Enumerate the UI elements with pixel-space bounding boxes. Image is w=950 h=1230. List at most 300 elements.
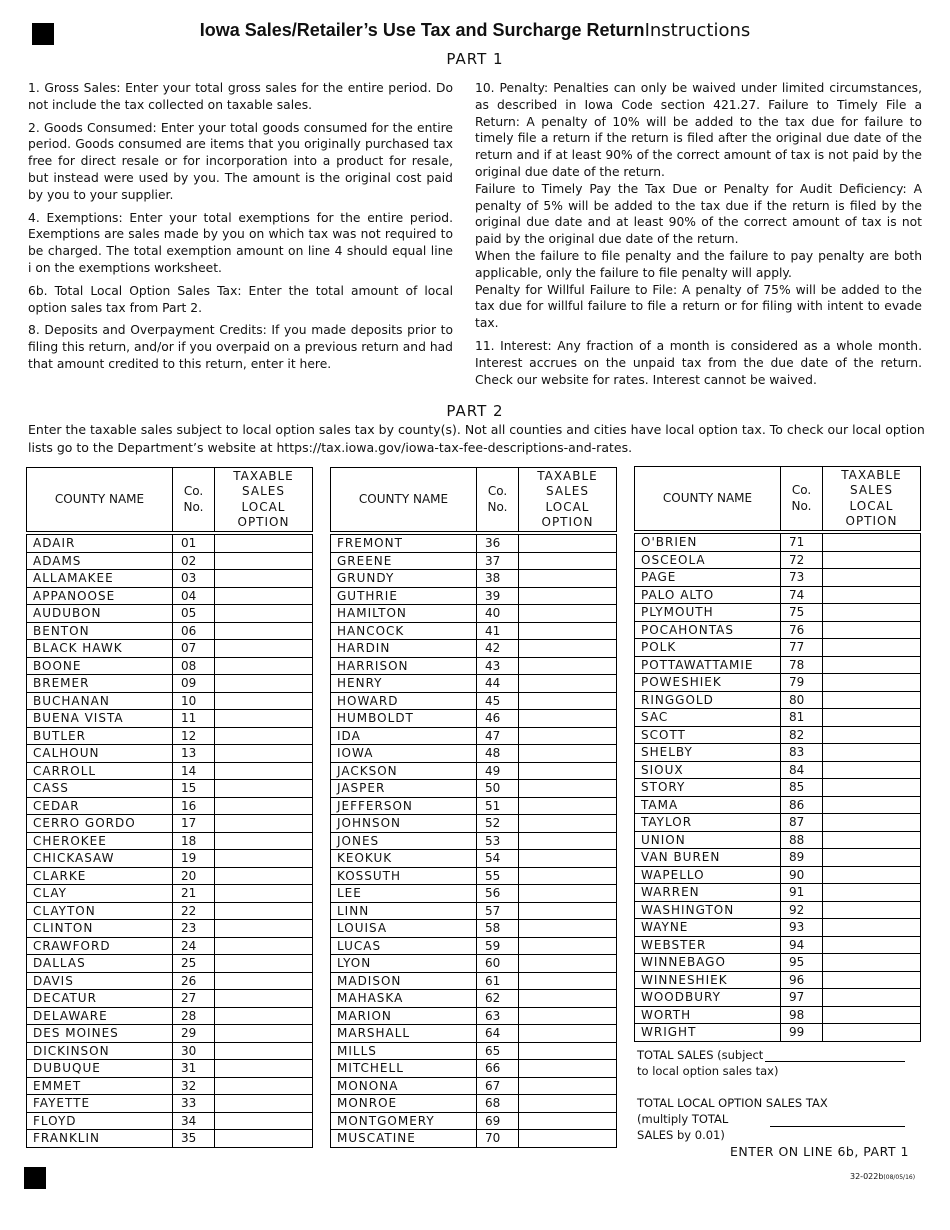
table-row bbox=[331, 990, 617, 1008]
county-number: 19 bbox=[173, 850, 215, 868]
county-number: 32 bbox=[173, 1077, 215, 1095]
registration-mark-bottom bbox=[24, 1167, 46, 1189]
table-row bbox=[27, 780, 313, 798]
county-name: SCOTT bbox=[635, 726, 781, 744]
county-number-header: Co. No. bbox=[477, 468, 519, 532]
taxable-sales-input[interactable] bbox=[823, 604, 921, 622]
table-row bbox=[27, 745, 313, 763]
county-number: 81 bbox=[781, 709, 823, 727]
taxable-sales-input[interactable] bbox=[823, 639, 921, 657]
county-number: 87 bbox=[781, 814, 823, 832]
county-number: 77 bbox=[781, 639, 823, 657]
county-name: APPANOOSE bbox=[27, 587, 173, 605]
county-name: FRANKLIN bbox=[27, 1130, 173, 1148]
table-row bbox=[27, 1007, 313, 1025]
county-name: PALO ALTO bbox=[635, 586, 781, 604]
county-name: WOODBURY bbox=[635, 989, 781, 1007]
county-name: TAYLOR bbox=[635, 814, 781, 832]
taxable-sales-input[interactable] bbox=[215, 1060, 313, 1078]
table-row bbox=[635, 586, 921, 604]
left-paragraph-3 bbox=[28, 210, 453, 277]
county-number: 29 bbox=[173, 1025, 215, 1043]
taxable-sales-input[interactable] bbox=[215, 1077, 313, 1095]
county-number: 78 bbox=[781, 656, 823, 674]
taxable-sales-input[interactable] bbox=[823, 1006, 921, 1024]
taxable-sales-input[interactable] bbox=[823, 779, 921, 797]
taxable-sales-input[interactable] bbox=[519, 1025, 617, 1043]
county-number: 63 bbox=[477, 1007, 519, 1025]
table-row bbox=[331, 745, 617, 763]
taxable-sales-input[interactable] bbox=[215, 902, 313, 920]
county-name: POCAHONTAS bbox=[635, 621, 781, 639]
table-row bbox=[27, 762, 313, 780]
table-row bbox=[635, 621, 921, 639]
taxable-sales-input[interactable] bbox=[519, 937, 617, 955]
table-header-row bbox=[331, 468, 617, 532]
county-number: 61 bbox=[477, 972, 519, 990]
county-number: 20 bbox=[173, 867, 215, 885]
table-row bbox=[27, 885, 313, 903]
paragraph-text: Enter your total exemptions for the entire period. Exemptions are sales made by you on which tax was not required to be charged. The total exemption amount on line 4 should equal line i on the exemptions worksheet. bbox=[28, 210, 453, 275]
taxable-sales-input[interactable] bbox=[519, 885, 617, 903]
county-number: 41 bbox=[477, 622, 519, 640]
county-name: POWESHIEK bbox=[635, 674, 781, 692]
county-number: 16 bbox=[173, 797, 215, 815]
taxable-sales-input[interactable] bbox=[823, 884, 921, 902]
paragraph-label: 6b. Total Local Option Sales Tax: bbox=[28, 283, 242, 298]
table-row bbox=[331, 780, 617, 798]
county-name: MADISON bbox=[331, 972, 477, 990]
table-row bbox=[635, 954, 921, 972]
table-row bbox=[27, 727, 313, 745]
taxable-sales-input[interactable] bbox=[519, 710, 617, 728]
taxable-sales-input[interactable] bbox=[823, 989, 921, 1007]
taxable-sales-input[interactable] bbox=[823, 761, 921, 779]
taxable-sales-input[interactable] bbox=[215, 745, 313, 763]
taxable-sales-input[interactable] bbox=[215, 797, 313, 815]
taxable-sales-input[interactable] bbox=[519, 587, 617, 605]
taxable-sales-input[interactable] bbox=[215, 937, 313, 955]
table-row bbox=[635, 901, 921, 919]
right-paragraph-3 bbox=[475, 248, 922, 282]
county-number: 36 bbox=[477, 535, 519, 553]
taxable-sales-input[interactable] bbox=[823, 954, 921, 972]
county-name: DALLAS bbox=[27, 955, 173, 973]
taxable-sales-input[interactable] bbox=[519, 867, 617, 885]
county-number: 03 bbox=[173, 570, 215, 588]
county-number: 93 bbox=[781, 919, 823, 937]
taxable-sales-input[interactable] bbox=[215, 657, 313, 675]
table-row bbox=[635, 866, 921, 884]
county-name: GUTHRIE bbox=[331, 587, 477, 605]
taxable-sales-input[interactable] bbox=[823, 744, 921, 762]
county-name: DICKINSON bbox=[27, 1042, 173, 1060]
taxable-sales-input[interactable] bbox=[215, 832, 313, 850]
taxable-sales-input[interactable] bbox=[823, 674, 921, 692]
taxable-sales-input[interactable] bbox=[215, 552, 313, 570]
taxable-sales-input[interactable] bbox=[519, 727, 617, 745]
total-sales-field[interactable] bbox=[765, 1061, 905, 1062]
table-row bbox=[331, 640, 617, 658]
taxable-sales-input[interactable] bbox=[215, 675, 313, 693]
taxable-sales-input[interactable] bbox=[519, 815, 617, 833]
county-table-3 bbox=[634, 466, 921, 1042]
paragraph-text: Penalties can only be waived under limited circumstances, as described in Iowa Code section 421.27. Failure to Timely File a Return: A penalty of 10% will be added to the tax due for failure to timely file a return if the return is filed after the original due date of the return and if at least 90% of the correct amount of tax is not paid by the original due date of the return. bbox=[475, 81, 922, 179]
table-row bbox=[27, 1095, 313, 1113]
county-name: DAVIS bbox=[27, 972, 173, 990]
paragraph-label: 10. Penalty: bbox=[475, 81, 549, 95]
table-row bbox=[635, 726, 921, 744]
county-number: 49 bbox=[477, 762, 519, 780]
table-row bbox=[635, 639, 921, 657]
county-number: 82 bbox=[781, 726, 823, 744]
table-row bbox=[27, 1025, 313, 1043]
taxable-sales-input[interactable] bbox=[823, 569, 921, 587]
county-name: DECATUR bbox=[27, 990, 173, 1008]
county-name: POLK bbox=[635, 639, 781, 657]
county-name: PLYMOUTH bbox=[635, 604, 781, 622]
right-paragraph-2 bbox=[475, 181, 922, 248]
table-row bbox=[635, 604, 921, 622]
table-header-row bbox=[27, 468, 313, 532]
table-row bbox=[27, 815, 313, 833]
table-row bbox=[27, 955, 313, 973]
taxable-sales-input[interactable] bbox=[215, 605, 313, 623]
county-name: SAC bbox=[635, 709, 781, 727]
county-name: WRIGHT bbox=[635, 1024, 781, 1042]
county-name: WARREN bbox=[635, 884, 781, 902]
taxable-sales-input[interactable] bbox=[215, 762, 313, 780]
taxable-sales-input[interactable] bbox=[519, 990, 617, 1008]
taxable-sales-input[interactable] bbox=[215, 972, 313, 990]
county-number: 23 bbox=[173, 920, 215, 938]
taxable-sales-input[interactable] bbox=[823, 534, 921, 552]
county-number: 79 bbox=[781, 674, 823, 692]
table-row bbox=[27, 1077, 313, 1095]
table-row bbox=[331, 850, 617, 868]
taxable-sales-input[interactable] bbox=[823, 814, 921, 832]
taxable-sales-input[interactable] bbox=[215, 570, 313, 588]
county-name: STORY bbox=[635, 779, 781, 797]
taxable-sales-header: TAXABLE SALES LOCAL OPTION bbox=[519, 468, 617, 532]
taxable-sales-input[interactable] bbox=[823, 709, 921, 727]
taxable-sales-input[interactable] bbox=[519, 570, 617, 588]
county-name: MARION bbox=[331, 1007, 477, 1025]
taxable-sales-input[interactable] bbox=[215, 587, 313, 605]
taxable-sales-input[interactable] bbox=[519, 1112, 617, 1130]
taxable-sales-input[interactable] bbox=[215, 710, 313, 728]
paragraph-text: Enter your total goods consumed for the entire period. Goods consumed are items that you originally purchased tax free for direct resale or for incorporation into a product for resale, but instead were used by you. The amount is the original cost paid by you to your supplier. bbox=[28, 120, 453, 202]
county-number: 18 bbox=[173, 832, 215, 850]
taxable-sales-input[interactable] bbox=[215, 1130, 313, 1148]
taxable-sales-input[interactable] bbox=[823, 621, 921, 639]
county-name: ALLAMAKEE bbox=[27, 570, 173, 588]
table-row bbox=[331, 535, 617, 553]
total-tax-field[interactable] bbox=[770, 1126, 905, 1127]
county-number: 98 bbox=[781, 1006, 823, 1024]
taxable-sales-input[interactable] bbox=[519, 605, 617, 623]
taxable-sales-input[interactable] bbox=[519, 1060, 617, 1078]
table-row bbox=[27, 867, 313, 885]
taxable-sales-input[interactable] bbox=[519, 850, 617, 868]
taxable-sales-input[interactable] bbox=[519, 972, 617, 990]
county-name: CLINTON bbox=[27, 920, 173, 938]
county-number: 30 bbox=[173, 1042, 215, 1060]
county-number: 52 bbox=[477, 815, 519, 833]
county-number: 08 bbox=[173, 657, 215, 675]
taxable-sales-input[interactable] bbox=[519, 1077, 617, 1095]
taxable-sales-input[interactable] bbox=[215, 1025, 313, 1043]
taxable-sales-input[interactable] bbox=[519, 675, 617, 693]
table-row bbox=[635, 831, 921, 849]
county-name-header: COUNTY NAME bbox=[27, 468, 173, 532]
table-row bbox=[331, 1060, 617, 1078]
county-number: 28 bbox=[173, 1007, 215, 1025]
county-name: BOONE bbox=[27, 657, 173, 675]
taxable-sales-input[interactable] bbox=[823, 586, 921, 604]
taxable-sales-input[interactable] bbox=[519, 692, 617, 710]
table-row bbox=[635, 796, 921, 814]
taxable-sales-input[interactable] bbox=[215, 692, 313, 710]
county-name: CERRO GORDO bbox=[27, 815, 173, 833]
county-name: CLAY bbox=[27, 885, 173, 903]
county-number: 75 bbox=[781, 604, 823, 622]
taxable-sales-input[interactable] bbox=[215, 622, 313, 640]
part2-heading: PART 2 bbox=[446, 402, 504, 420]
county-name: AUDUBON bbox=[27, 605, 173, 623]
table-row bbox=[635, 744, 921, 762]
taxable-sales-input[interactable] bbox=[823, 796, 921, 814]
county-number: 07 bbox=[173, 640, 215, 658]
county-name: FAYETTE bbox=[27, 1095, 173, 1113]
county-name: KOSSUTH bbox=[331, 867, 477, 885]
table-row bbox=[27, 920, 313, 938]
table-row bbox=[27, 605, 313, 623]
taxable-sales-input[interactable] bbox=[823, 936, 921, 954]
table-row bbox=[331, 762, 617, 780]
taxable-sales-input[interactable] bbox=[823, 849, 921, 867]
taxable-sales-input[interactable] bbox=[823, 656, 921, 674]
taxable-sales-input[interactable] bbox=[823, 971, 921, 989]
taxable-sales-input[interactable] bbox=[519, 657, 617, 675]
county-name: CLAYTON bbox=[27, 902, 173, 920]
county-name: MILLS bbox=[331, 1042, 477, 1060]
taxable-sales-input[interactable] bbox=[519, 1095, 617, 1113]
county-name: DELAWARE bbox=[27, 1007, 173, 1025]
taxable-sales-input[interactable] bbox=[519, 1007, 617, 1025]
taxable-sales-input[interactable] bbox=[519, 797, 617, 815]
county-number: 06 bbox=[173, 622, 215, 640]
county-name: HARRISON bbox=[331, 657, 477, 675]
taxable-sales-input[interactable] bbox=[215, 955, 313, 973]
county-number: 04 bbox=[173, 587, 215, 605]
taxable-sales-input[interactable] bbox=[215, 640, 313, 658]
county-number: 24 bbox=[173, 937, 215, 955]
taxable-sales-input[interactable] bbox=[823, 866, 921, 884]
county-name: FREMONT bbox=[331, 535, 477, 553]
county-name: ADAIR bbox=[27, 535, 173, 553]
taxable-sales-input[interactable] bbox=[823, 551, 921, 569]
county-number: 02 bbox=[173, 552, 215, 570]
county-name: JOHNSON bbox=[331, 815, 477, 833]
county-number: 11 bbox=[173, 710, 215, 728]
taxable-sales-input[interactable] bbox=[215, 727, 313, 745]
paragraph-label: 4. Exemptions: bbox=[28, 210, 123, 225]
county-number-header: Co. No. bbox=[173, 468, 215, 532]
county-name: CLARKE bbox=[27, 867, 173, 885]
county-number: 68 bbox=[477, 1095, 519, 1113]
county-name: BENTON bbox=[27, 622, 173, 640]
county-number: 58 bbox=[477, 920, 519, 938]
taxable-sales-input[interactable] bbox=[823, 831, 921, 849]
taxable-sales-input[interactable] bbox=[215, 885, 313, 903]
table-row bbox=[27, 570, 313, 588]
taxable-sales-header: TAXABLE SALES LOCAL OPTION bbox=[215, 468, 313, 532]
taxable-sales-input[interactable] bbox=[519, 902, 617, 920]
table-row bbox=[635, 709, 921, 727]
county-name: CASS bbox=[27, 780, 173, 798]
taxable-sales-input[interactable] bbox=[823, 1024, 921, 1042]
taxable-sales-input[interactable] bbox=[215, 920, 313, 938]
taxable-sales-input[interactable] bbox=[519, 640, 617, 658]
county-name: MONTGOMERY bbox=[331, 1112, 477, 1130]
taxable-sales-input[interactable] bbox=[519, 762, 617, 780]
county-number: 27 bbox=[173, 990, 215, 1008]
county-number: 97 bbox=[781, 989, 823, 1007]
right-paragraph-4 bbox=[475, 282, 922, 332]
table-row bbox=[331, 1112, 617, 1130]
county-number: 74 bbox=[781, 586, 823, 604]
table-row bbox=[635, 534, 921, 552]
table-row bbox=[635, 849, 921, 867]
paragraph-text: Penalty for Willful Failure to File: A penalty of 75% will be added to the tax due for willful failure to file a return or for filing with intent to evade tax. bbox=[475, 282, 922, 331]
county-number: 80 bbox=[781, 691, 823, 709]
taxable-sales-input[interactable] bbox=[215, 815, 313, 833]
taxable-sales-input[interactable] bbox=[215, 990, 313, 1008]
taxable-sales-input[interactable] bbox=[215, 1095, 313, 1113]
county-number: 55 bbox=[477, 867, 519, 885]
taxable-sales-input[interactable] bbox=[215, 867, 313, 885]
form-code: 32-022b(08/05/16) bbox=[850, 1172, 916, 1181]
county-number: 89 bbox=[781, 849, 823, 867]
county-number: 31 bbox=[173, 1060, 215, 1078]
county-name: HOWARD bbox=[331, 692, 477, 710]
county-name-header: COUNTY NAME bbox=[331, 468, 477, 532]
county-name: WAYNE bbox=[635, 919, 781, 937]
county-number: 10 bbox=[173, 692, 215, 710]
taxable-sales-input[interactable] bbox=[519, 832, 617, 850]
county-number: 26 bbox=[173, 972, 215, 990]
page-title bbox=[0, 20, 950, 41]
table-row bbox=[635, 761, 921, 779]
taxable-sales-input[interactable] bbox=[215, 850, 313, 868]
county-number: 86 bbox=[781, 796, 823, 814]
table-row bbox=[331, 570, 617, 588]
table-row bbox=[331, 710, 617, 728]
taxable-sales-input[interactable] bbox=[519, 920, 617, 938]
county-name: CARROLL bbox=[27, 762, 173, 780]
county-name-header: COUNTY NAME bbox=[635, 467, 781, 531]
title-bold: Iowa Sales/Retailer’s Use Tax and Surcharge Return bbox=[199, 20, 645, 40]
county-name: MUSCATINE bbox=[331, 1130, 477, 1148]
taxable-sales-input[interactable] bbox=[215, 1112, 313, 1130]
taxable-sales-input[interactable] bbox=[823, 726, 921, 744]
paragraph-label: 8. Deposits and Overpayment Credits: bbox=[28, 323, 267, 338]
table-row bbox=[27, 622, 313, 640]
table-row bbox=[27, 1060, 313, 1078]
enter-on-line-note: ENTER ON LINE 6b, PART 1 bbox=[730, 1144, 909, 1159]
taxable-sales-input[interactable] bbox=[823, 691, 921, 709]
total-tax-label: TOTAL LOCAL OPTION SALES TAX (multiply TOTAL SALES by 0.01) bbox=[637, 1096, 828, 1142]
taxable-sales-input[interactable] bbox=[215, 535, 313, 553]
county-number: 25 bbox=[173, 955, 215, 973]
county-name: PAGE bbox=[635, 569, 781, 587]
table-row bbox=[331, 622, 617, 640]
taxable-sales-input[interactable] bbox=[519, 622, 617, 640]
county-name: CHICKASAW bbox=[27, 850, 173, 868]
county-name: VAN BUREN bbox=[635, 849, 781, 867]
county-table-2 bbox=[330, 467, 617, 1148]
county-name: ADAMS bbox=[27, 552, 173, 570]
taxable-sales-input[interactable] bbox=[519, 1042, 617, 1060]
table-row bbox=[331, 1130, 617, 1148]
county-number: 73 bbox=[781, 569, 823, 587]
county-name: HENRY bbox=[331, 675, 477, 693]
table-row bbox=[331, 1042, 617, 1060]
taxable-sales-input[interactable] bbox=[823, 901, 921, 919]
taxable-sales-input[interactable] bbox=[519, 535, 617, 553]
part2-intro: Enter the taxable sales subject to local option sales tax by county(s). Not all counties and cities have local option tax. To check our local option lists go to the Department’s website at https://tax.iowa.gov/iowa-tax-fee-descriptions-and-rates. bbox=[28, 422, 925, 455]
part1-left-column bbox=[28, 80, 453, 379]
county-name: GRUNDY bbox=[331, 570, 477, 588]
county-name: SHELBY bbox=[635, 744, 781, 762]
taxable-sales-input[interactable] bbox=[519, 955, 617, 973]
county-name: MONONA bbox=[331, 1077, 477, 1095]
county-name: HANCOCK bbox=[331, 622, 477, 640]
county-table-1 bbox=[26, 467, 313, 1148]
taxable-sales-input[interactable] bbox=[519, 1130, 617, 1148]
table-row bbox=[331, 605, 617, 623]
county-name: WEBSTER bbox=[635, 936, 781, 954]
taxable-sales-header: TAXABLE SALES LOCAL OPTION bbox=[823, 467, 921, 531]
table-header-row bbox=[635, 467, 921, 531]
table-row bbox=[635, 884, 921, 902]
county-number: 90 bbox=[781, 866, 823, 884]
taxable-sales-input[interactable] bbox=[215, 1042, 313, 1060]
taxable-sales-input[interactable] bbox=[215, 780, 313, 798]
county-name: BLACK HAWK bbox=[27, 640, 173, 658]
table-row bbox=[27, 1112, 313, 1130]
table-row bbox=[331, 972, 617, 990]
taxable-sales-input[interactable] bbox=[519, 780, 617, 798]
taxable-sales-input[interactable] bbox=[519, 745, 617, 763]
county-name: BUTLER bbox=[27, 727, 173, 745]
table-row bbox=[27, 937, 313, 955]
table-row bbox=[27, 850, 313, 868]
county-number: 54 bbox=[477, 850, 519, 868]
table-row bbox=[635, 1024, 921, 1042]
county-name: POTTAWATTAMIE bbox=[635, 656, 781, 674]
county-number: 50 bbox=[477, 780, 519, 798]
table-row bbox=[27, 902, 313, 920]
county-name: WAPELLO bbox=[635, 866, 781, 884]
taxable-sales-input[interactable] bbox=[519, 552, 617, 570]
county-number: 09 bbox=[173, 675, 215, 693]
taxable-sales-input[interactable] bbox=[215, 1007, 313, 1025]
county-number: 91 bbox=[781, 884, 823, 902]
table-row bbox=[27, 1042, 313, 1060]
taxable-sales-input[interactable] bbox=[823, 919, 921, 937]
